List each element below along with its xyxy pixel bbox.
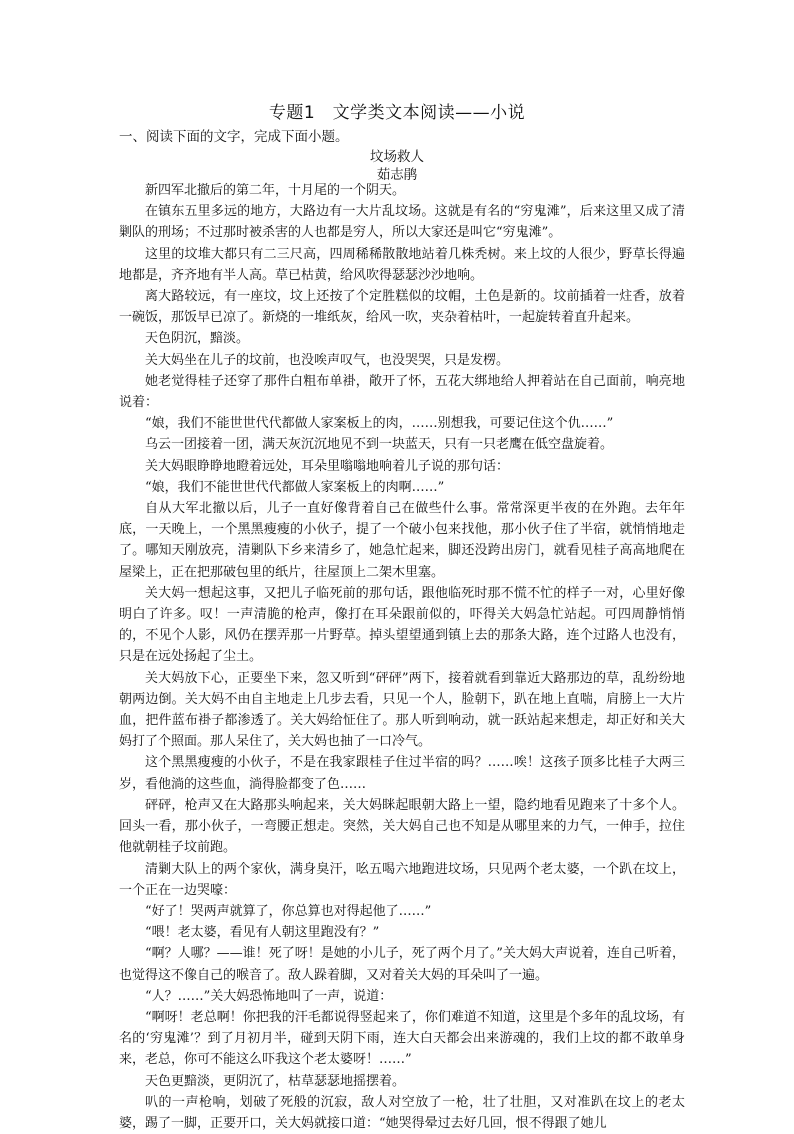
paragraph: 叭的一声枪响，划破了死般的沉寂，敌人对空放了一枪，壮了壮胆，又对准趴在坟上的老太婆，踢了一脚，正要开口，关大妈就接口道：“她哭得晕过去好几回，恨不得跟了她儿 bbox=[119, 1094, 685, 1131]
paragraph: 这个黑黑瘦瘦的小伙子，不是在我家跟桂子住过半宿的吗？……唉！这孩子顶多比桂子大两三岁，看他淌的这些血，淌得脸都变了色…… bbox=[119, 755, 685, 792]
paragraph: “啊？人哪？——谁！死了呀！是她的小儿子，死了两个月了。”关大妈大声说着，连自己听着，也觉得这不像自己的喉音了。敌人跺着脚，又对着关大妈的耳朵叫了一遍。 bbox=[119, 946, 685, 983]
paragraph: 离大路较远，有一座坟，坟上还按了个定胜糕似的坟帽，土色是新的。坟前插着一炷香，放着一碗饭，那饭早已凉了。新烧的一堆纸灰，给风一吹，夹杂着枯叶，一起旋转着直升起来。 bbox=[119, 289, 685, 326]
paragraph: 天色阴沉，黯淡。 bbox=[145, 331, 250, 347]
question-instruction: 一、阅读下面的文字，完成下面小题。 bbox=[119, 129, 349, 145]
paragraph: “娘，我们不能世世代代都做人家案板上的肉啊……” bbox=[145, 479, 445, 495]
page-title: 专题1 文学类文本阅读——小说 bbox=[268, 103, 526, 123]
paragraph: 她老觉得桂子还穿了那件白粗布单褂，敞开了怀，五花大绑地给人押着站在自己面前，响亮地说着： bbox=[119, 373, 685, 411]
paragraph: 在镇东五里多远的地方，大路边有一大片乱坟场。这就是有名的“穷鬼滩”，后来这里又成了清剿队的刑场；不过那时被杀害的人也都是穷人，所以大家还是叫它“穷鬼滩”。 bbox=[119, 204, 685, 241]
paragraph: “人？……”关大妈恐怖地叫了一声，说道： bbox=[145, 988, 393, 1004]
story-author: 茹志鹃 bbox=[376, 167, 418, 183]
story-body bbox=[119, 180, 685, 1134]
paragraph: 这里的坟堆大都只有二三尺高，四周稀稀散散地站着几株秃树。来上坟的人很少，野草长得遍地都是，齐齐地有半人高。草已枯黄，给风吹得瑟瑟沙沙地响。 bbox=[119, 246, 685, 283]
paragraph: 关大妈眼睁睁地瞪着远处，耳朵里嗡嗡地响着儿子说的那句话： bbox=[145, 458, 510, 474]
paragraph: 乌云一团接着一团，满天灰沉沉地见不到一块蓝天，只有一只老鹰在低空盘旋着。 bbox=[145, 437, 614, 453]
paragraph: 关大妈坐在儿子的坟前，也没唉声叹气，也没哭哭，只是发楞。 bbox=[145, 352, 510, 368]
paragraph: 砰砰，枪声又在大路那头响起来，关大妈眯起眼朝大路上一望，隐约地看见跑来了十多个人。回头一看，那小伙子，一弯腰正想走。突然，关大妈自己也不知是从哪里来的力气，一伸手，拉住他就朝桂子坟前跑。 bbox=[119, 797, 685, 856]
paragraph: “好了！哭两声就算了，你总算也对得起他了……” bbox=[145, 903, 432, 919]
paragraph: 天色更黯淡，更阴沉了，枯草瑟瑟地摇摆着。 bbox=[145, 1073, 406, 1089]
paragraph: 自从大军北撤以后，儿子一直好像背着自己在做些什么事。常常深更半夜的在外跑。去年年底，一天晚上，一个黑黑瘦瘦的小伙子，提了一个破小包来找他，那小伙子住了半宿，就悄悄地走了。哪知天刚放亮，清剿队下乡来清乡了，她急忙起来，脚还没跨出房门，就看见桂子高高地爬在屋梁上，正在把那破包里的纸片，往屋顶上二架木里塞。 bbox=[119, 501, 685, 580]
paragraph: 新四军北撤后的第二年，十月尾的一个阴天。 bbox=[145, 183, 406, 198]
paragraph: 关大妈一想起这事，又把儿子临死前的那句话，跟他临死时那不慌不忙的样子一对，心里好像明白了许多。叹！一声清脆的枪声，像打在耳朵跟前似的，吓得关大妈急忙站起。可四周静悄悄的，不见个人影，风仍在摆弄那一片野草。掉头望望通到镇上去的那条大路，连个过路人也没有，只是在远处扬起了尘土。 bbox=[119, 585, 685, 665]
paragraph: 清剿大队上的两个家伙，满身臭汗，吆五喝六地跑进坟场，只见两个老太婆，一个趴在坟上，一个正在一边哭嚎： bbox=[119, 861, 685, 898]
paragraph: “喂！老太婆，看见有人朝这里跑没有？” bbox=[145, 925, 380, 941]
paragraph: “啊呀！老总啊！你把我的汗毛都说得竖起来了，你们难道不知道，这里是个多年的乱坟场，有名的‘穷鬼滩’？到了月初月半，碰到天阴下雨，连大白天都会出来游魂的，我们上坟的都不敢单身来，老总，你可不能这么吓我这个老太婆呀！……” bbox=[119, 1009, 685, 1068]
story-title: 坟场救人 bbox=[370, 149, 424, 165]
paragraph: 关大妈放下心，正要坐下来，忽又听到“砰砰”两下，接着就看到靠近大路那边的草，乱纷纷地朝两边倒。关大妈不由自主地走上几步去看，只见一个人，脸朝下，趴在地上直喘，肩膀上一大片血，把件蓝布褂子都渗透了。关大妈给怔住了。那人听到响动，就一跃站起来想走，却正好和关大妈打了个照面。那人呆住了，关大妈也抽了一口冷气。 bbox=[119, 670, 685, 750]
paragraph: “娘，我们不能世世代代都做人家案板上的肉，……别想我，可要记住这个仇……” bbox=[145, 416, 614, 432]
